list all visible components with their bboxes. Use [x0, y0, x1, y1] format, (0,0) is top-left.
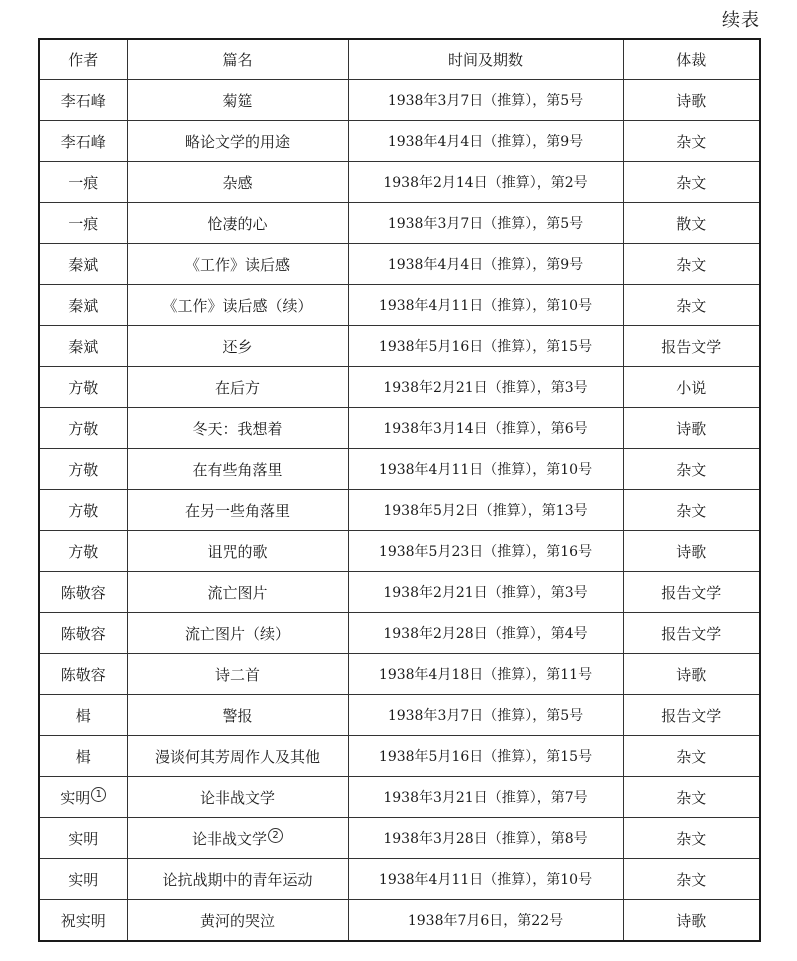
genre-cell-text: 诗歌 [676, 911, 707, 930]
title-cell-text: 诗二首 [214, 665, 260, 684]
date-cell-text: 1938年4月11日（推算），第10号 [378, 872, 593, 888]
date-cell [348, 654, 623, 695]
genre-cell-text: 杂文 [676, 132, 707, 151]
genre-cell [623, 121, 760, 162]
table-row [39, 449, 760, 490]
header-date-issue: 时间及期数 [348, 39, 623, 80]
footnote-marker: 2 [268, 828, 283, 843]
date-cell-text: 1938年3月14日（推算），第6号 [383, 421, 588, 437]
date-cell-text: 1938年7月6日，第22号 [407, 913, 564, 929]
header-title: 篇名 [127, 39, 348, 80]
table-row [39, 121, 760, 162]
genre-cell-text: 杂文 [676, 870, 707, 889]
table-row [39, 736, 760, 777]
genre-cell-text: 杂文 [676, 296, 707, 315]
table-row [39, 572, 760, 613]
author-cell-text: 方敬 [68, 378, 99, 397]
author-cell [39, 80, 127, 121]
title-cell [127, 203, 348, 244]
date-cell [348, 613, 623, 654]
genre-cell [623, 777, 760, 818]
author-cell-text: 方敬 [68, 501, 99, 520]
author-cell-text: 楫 [75, 706, 91, 725]
title-cell-text: 菊筵 [222, 91, 253, 110]
date-cell-text: 1938年3月7日（推算），第5号 [387, 93, 584, 109]
date-cell [348, 490, 623, 531]
date-cell-text: 1938年2月14日（推算），第2号 [383, 175, 588, 191]
author-cell-text: 实明 [60, 788, 91, 807]
date-cell-text: 1938年4月11日（推算），第10号 [378, 298, 593, 314]
title-cell [127, 285, 348, 326]
date-cell [348, 203, 623, 244]
author-cell [39, 654, 127, 695]
title-cell-text: 略论文学的用途 [184, 132, 290, 151]
table-row [39, 900, 760, 942]
genre-cell [623, 818, 760, 859]
table-row [39, 367, 760, 408]
date-cell [348, 367, 623, 408]
author-cell [39, 490, 127, 531]
genre-cell-text: 散文 [676, 214, 707, 233]
date-cell [348, 121, 623, 162]
author-cell-text: 方敬 [68, 460, 99, 479]
header-row [39, 39, 760, 80]
genre-cell [623, 859, 760, 900]
date-cell [348, 859, 623, 900]
date-cell [348, 531, 623, 572]
date-cell-text: 1938年3月28日（推算），第8号 [383, 831, 588, 847]
genre-cell-text: 报告文学 [661, 583, 722, 602]
title-cell-text: 论抗战期中的青年运动 [162, 870, 313, 889]
author-cell [39, 244, 127, 285]
author-cell-text: 秦斌 [68, 296, 99, 315]
table-row [39, 203, 760, 244]
author-cell-text: 陈敬容 [60, 665, 106, 684]
genre-cell [623, 695, 760, 736]
genre-cell-text: 杂文 [676, 788, 707, 807]
author-cell [39, 203, 127, 244]
author-cell-text: 方敬 [68, 419, 99, 438]
author-cell [39, 900, 127, 942]
author-cell [39, 695, 127, 736]
date-cell-text: 1938年4月4日（推算），第9号 [387, 134, 584, 150]
table-row [39, 285, 760, 326]
title-cell-text: 在有些角落里 [192, 460, 283, 479]
table-row [39, 326, 760, 367]
genre-cell-text: 诗歌 [676, 91, 707, 110]
table-row [39, 695, 760, 736]
author-cell-text: 李石峰 [60, 91, 106, 110]
header-author: 作者 [39, 39, 127, 80]
date-cell-text: 1938年5月16日（推算），第15号 [378, 749, 593, 765]
date-cell [348, 408, 623, 449]
table-row [39, 162, 760, 203]
genre-cell-text: 诗歌 [676, 665, 707, 684]
continued-caption: 续表 [722, 10, 760, 31]
title-cell [127, 736, 348, 777]
table-row [39, 408, 760, 449]
title-cell-text: 漫谈何其芳周作人及其他 [154, 747, 320, 766]
date-cell [348, 244, 623, 285]
author-cell-text: 秦斌 [68, 337, 99, 356]
title-cell-text: 《工作》读后感 [184, 255, 290, 274]
genre-cell [623, 900, 760, 942]
genre-cell [623, 244, 760, 285]
header-genre: 体裁 [623, 39, 760, 80]
date-cell-text: 1938年5月2日（推算），第13号 [383, 503, 588, 519]
genre-cell-text: 杂文 [676, 460, 707, 479]
works-table [38, 38, 761, 942]
title-cell [127, 449, 348, 490]
genre-cell [623, 285, 760, 326]
genre-cell [623, 203, 760, 244]
date-cell-text: 1938年3月21日（推算），第7号 [383, 790, 588, 806]
title-cell-text: 在另一些角落里 [184, 501, 290, 520]
author-cell [39, 736, 127, 777]
genre-cell [623, 162, 760, 203]
table-row [39, 244, 760, 285]
author-cell-text: 一痕 [68, 214, 99, 233]
genre-cell-text: 小说 [676, 378, 707, 397]
title-cell [127, 572, 348, 613]
title-cell [127, 367, 348, 408]
title-cell-text: 冬天：我想着 [192, 419, 283, 438]
title-cell-text: 杂感 [222, 173, 253, 192]
date-cell-text: 1938年3月7日（推算），第5号 [387, 708, 584, 724]
date-cell-text: 1938年2月28日（推算），第4号 [383, 626, 588, 642]
genre-cell-text: 杂文 [676, 747, 707, 766]
title-cell [127, 818, 348, 859]
genre-cell [623, 531, 760, 572]
author-cell [39, 326, 127, 367]
table-row [39, 859, 760, 900]
title-cell-text: 怆凄的心 [207, 214, 268, 233]
author-cell-text: 一痕 [68, 173, 99, 192]
title-cell [127, 121, 348, 162]
genre-cell-text: 报告文学 [661, 624, 722, 643]
date-cell-text: 1938年5月23日（推算），第16号 [378, 544, 593, 560]
date-cell-text: 1938年4月11日（推算），第10号 [378, 462, 593, 478]
date-cell [348, 326, 623, 367]
date-cell [348, 736, 623, 777]
genre-cell-text: 杂文 [676, 255, 707, 274]
date-cell [348, 572, 623, 613]
date-cell-text: 1938年2月21日（推算），第3号 [383, 380, 588, 396]
date-cell-text: 1938年4月18日（推算），第11号 [378, 667, 593, 683]
title-cell [127, 531, 348, 572]
date-cell-text: 1938年2月21日（推算），第3号 [383, 585, 588, 601]
genre-cell [623, 449, 760, 490]
title-cell [127, 408, 348, 449]
title-cell-text: 在后方 [214, 378, 260, 397]
genre-cell [623, 490, 760, 531]
footnote-marker: 1 [91, 787, 106, 802]
date-cell [348, 695, 623, 736]
title-cell [127, 326, 348, 367]
title-cell-text: 论非战文学 [199, 788, 275, 807]
table-row [39, 654, 760, 695]
author-cell-text: 李石峰 [60, 132, 106, 151]
author-cell [39, 613, 127, 654]
table-row [39, 818, 760, 859]
title-cell-text: 《工作》读后感（续） [162, 296, 313, 315]
date-cell-text: 1938年3月7日（推算），第5号 [387, 216, 584, 232]
title-cell-text: 流亡图片 [207, 583, 268, 602]
table-row [39, 531, 760, 572]
date-cell [348, 285, 623, 326]
title-cell [127, 162, 348, 203]
title-cell [127, 777, 348, 818]
author-cell-text: 方敬 [68, 542, 99, 561]
genre-cell-text: 诗歌 [676, 542, 707, 561]
table-row [39, 613, 760, 654]
title-cell [127, 613, 348, 654]
author-cell [39, 449, 127, 490]
genre-cell [623, 326, 760, 367]
genre-cell-text: 杂文 [676, 829, 707, 848]
genre-cell-text: 报告文学 [661, 706, 722, 725]
title-cell [127, 654, 348, 695]
title-cell [127, 80, 348, 121]
author-cell-text: 陈敬容 [60, 583, 106, 602]
author-cell [39, 818, 127, 859]
title-cell [127, 490, 348, 531]
date-cell-text: 1938年5月16日（推算），第15号 [378, 339, 593, 355]
genre-cell [623, 80, 760, 121]
genre-cell-text: 诗歌 [676, 419, 707, 438]
genre-cell [623, 572, 760, 613]
date-cell [348, 777, 623, 818]
author-cell-text: 实明 [68, 870, 99, 889]
title-cell-text: 还乡 [222, 337, 253, 356]
author-cell [39, 777, 127, 818]
author-cell-text: 楫 [75, 747, 91, 766]
genre-cell [623, 654, 760, 695]
author-cell [39, 859, 127, 900]
genre-cell [623, 408, 760, 449]
table-row [39, 490, 760, 531]
title-cell-text: 诅咒的歌 [207, 542, 268, 561]
author-cell [39, 408, 127, 449]
date-cell [348, 80, 623, 121]
author-cell-text: 秦斌 [68, 255, 99, 274]
author-cell-text: 实明 [68, 829, 99, 848]
date-cell-text: 1938年4月4日（推算），第9号 [387, 257, 584, 273]
title-cell-text: 黄河的哭泣 [199, 911, 275, 930]
genre-cell-text: 报告文学 [661, 337, 722, 356]
title-cell [127, 695, 348, 736]
title-cell [127, 859, 348, 900]
author-cell-text: 陈敬容 [60, 624, 106, 643]
author-cell [39, 162, 127, 203]
date-cell [348, 818, 623, 859]
date-cell [348, 449, 623, 490]
title-cell-text: 论非战文学 [191, 829, 267, 848]
genre-cell [623, 736, 760, 777]
genre-cell-text: 杂文 [676, 173, 707, 192]
title-cell [127, 244, 348, 285]
date-cell [348, 900, 623, 942]
author-cell [39, 572, 127, 613]
date-cell [348, 162, 623, 203]
author-cell [39, 121, 127, 162]
title-cell-text: 流亡图片（续） [184, 624, 290, 643]
author-cell [39, 367, 127, 408]
genre-cell [623, 613, 760, 654]
title-cell-text: 警报 [222, 706, 253, 725]
author-cell [39, 285, 127, 326]
table-row [39, 80, 760, 121]
table-row [39, 777, 760, 818]
author-cell-text: 祝实明 [60, 911, 106, 930]
genre-cell-text: 杂文 [676, 501, 707, 520]
genre-cell [623, 367, 760, 408]
author-cell [39, 531, 127, 572]
title-cell [127, 900, 348, 942]
